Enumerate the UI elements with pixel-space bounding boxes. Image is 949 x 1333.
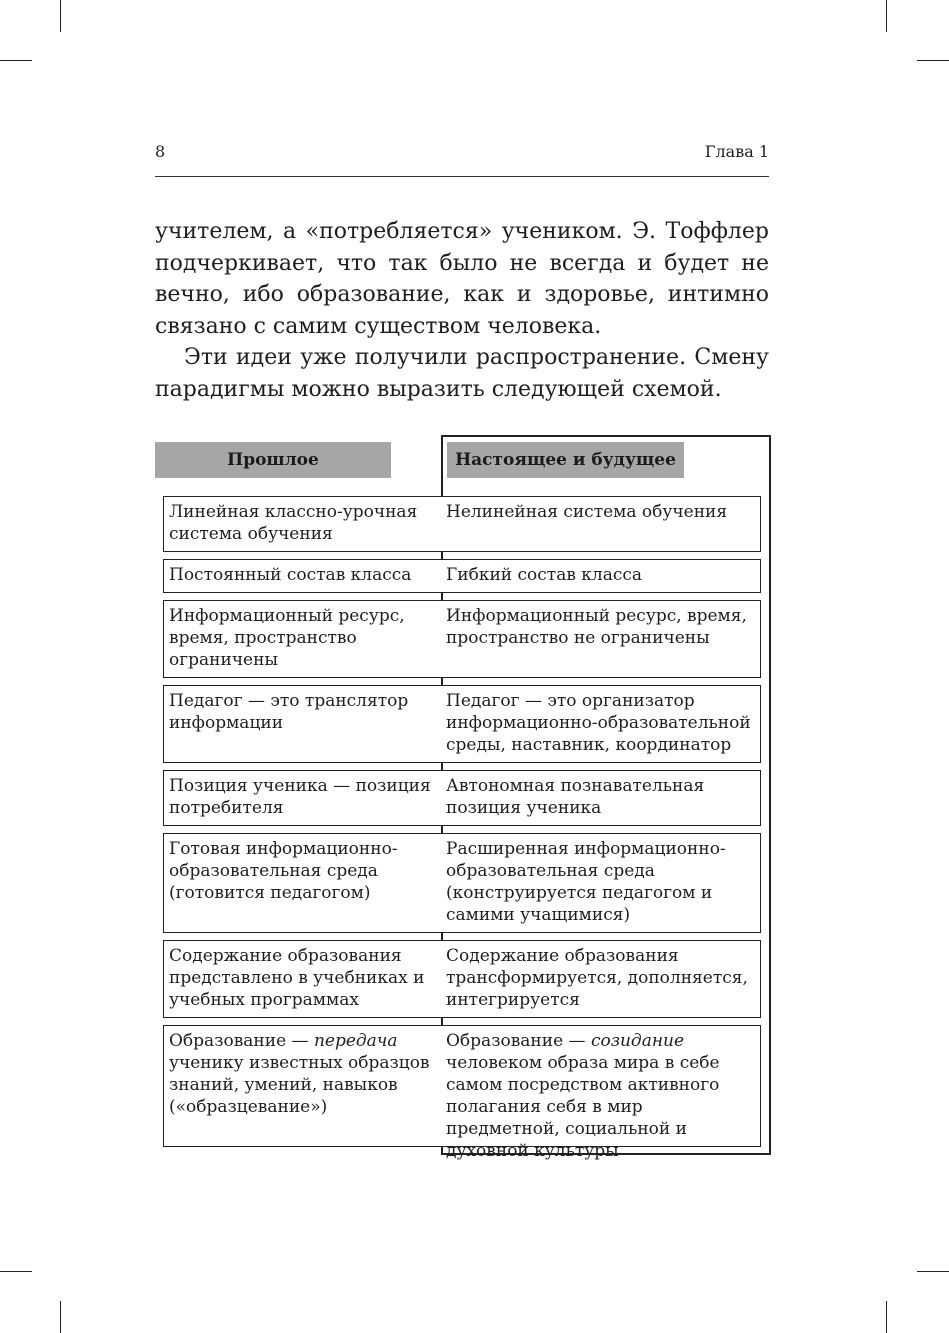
future-cell: Расширенная информационно-образовательная среда (конструируется педагогом и самими учащимися)	[446, 839, 726, 925]
crop-mark	[886, 1301, 887, 1333]
scheme-row	[163, 496, 761, 552]
crop-mark	[0, 60, 32, 61]
past-cell: Позиция ученика — позиция потребителя	[169, 776, 431, 818]
header-rule	[155, 176, 769, 177]
past-cell-lead: Образование —	[169, 1031, 314, 1051]
past-cell-emphasis: передача	[313, 1031, 398, 1051]
page-number: 8	[155, 142, 166, 161]
past-cell: Линейная классно-урочная система обучения	[169, 502, 418, 544]
future-cell: Педагог — это организатор информационно-образовательной среды, наставник, координатор	[446, 691, 751, 755]
scheme-row	[163, 833, 761, 933]
future-cell: Автономная познавательная позиция ученика	[446, 776, 705, 818]
paragraph: учителем, а «потребляется» учеником. Э. Тоффлер подчеркивает, что так было не всегда и будет не вечно, ибо образование, как и здоровье, интимно связано с самим существом человека.	[155, 219, 769, 339]
chapter-title: Глава 1	[704, 142, 769, 161]
future-cell-rest: человеком образа мира в себе самом посредством активного полагания себя в мир предметной, социальной и духовной культуры	[446, 1053, 720, 1161]
paragraph: Эти идеи уже получили распространение. Смену парадигмы можно выразить следующей схемой.	[155, 345, 769, 402]
past-cell: Информационный ресурс, время, пространство ограничены	[169, 606, 405, 670]
crop-mark	[886, 0, 887, 32]
scheme-row	[163, 770, 761, 826]
future-cell: Содержание образования трансформируется, дополняется, интегрируется	[446, 946, 748, 1010]
running-header	[155, 142, 769, 164]
scheme-row	[163, 1025, 761, 1161]
past-cell: Педагог — это транслятор информации	[169, 691, 409, 733]
past-cell: Готовая информационно-образовательная среда (готовится педагогом)	[169, 839, 398, 903]
scheme-row	[163, 600, 761, 678]
future-cell	[441, 1026, 760, 1161]
paradigm-scheme	[155, 435, 771, 1161]
future-cell-emphasis: созидание	[590, 1031, 685, 1051]
future-column-header: Настоящее и будущее	[447, 442, 684, 478]
crop-mark	[60, 0, 61, 32]
past-column-header: Прошлое	[155, 442, 391, 478]
future-cell: Нелинейная система обучения	[446, 502, 728, 522]
past-cell: Содержание образования представлено в учебниках и учебных программах	[169, 946, 425, 1010]
crop-mark	[917, 1271, 949, 1272]
crop-mark	[917, 60, 949, 61]
body-text	[155, 216, 769, 406]
scheme-row	[163, 685, 761, 763]
past-cell-rest: ученику известных образцов знаний, умений, навыков («образцевание»)	[169, 1053, 430, 1117]
future-cell-lead: Образование —	[446, 1031, 591, 1051]
future-cell: Гибкий состав класса	[446, 565, 643, 585]
past-cell	[164, 1026, 441, 1146]
scheme-row	[163, 940, 761, 1018]
crop-mark	[60, 1301, 61, 1333]
crop-mark	[0, 1271, 32, 1272]
future-cell: Информационный ресурс, время, пространство не ограничены	[446, 606, 747, 648]
scheme-rows	[163, 496, 761, 1161]
scheme-row	[163, 559, 761, 593]
past-cell: Постоянный состав класса	[169, 565, 412, 585]
